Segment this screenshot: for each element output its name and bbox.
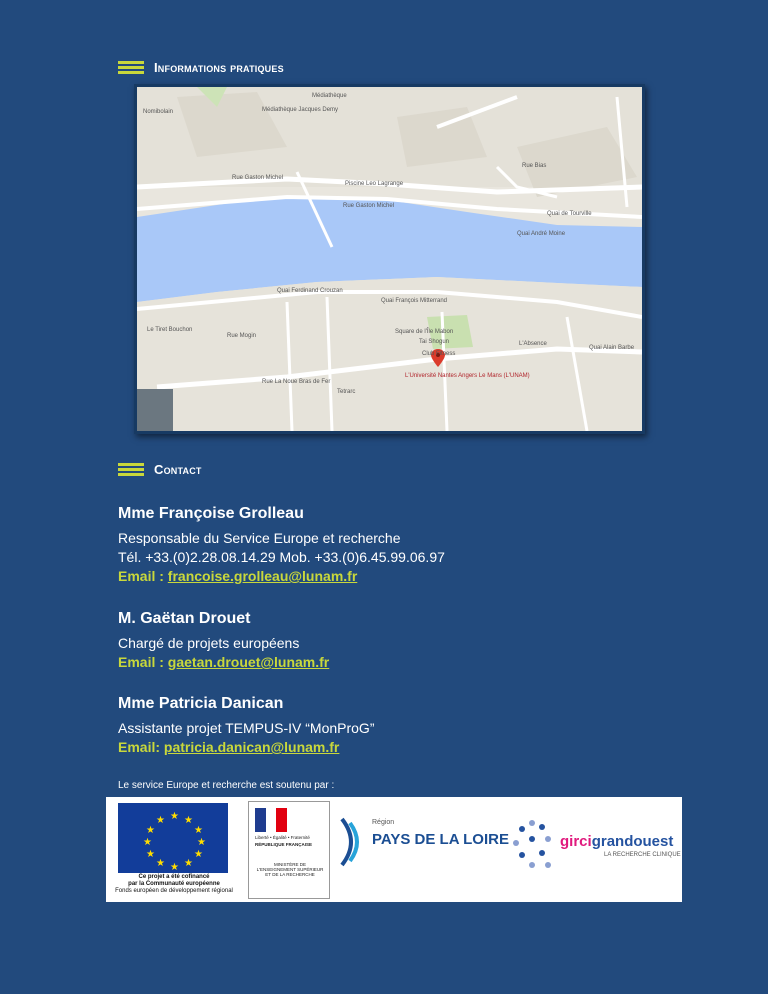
svg-text:★: ★ [146,825,155,836]
girci-dots-icon [510,817,558,877]
svg-text:★: ★ [184,858,193,869]
pays-de-la-loire-logo [336,817,509,877]
map-label: Médiathèque Jacques Demy [262,107,339,113]
contact-card [118,610,329,672]
republique-francaise-logo [248,801,330,899]
pdl-arc-icon [336,817,370,867]
map-label: Nomibolain [143,109,174,115]
map-label: Rue Gaston Michel [343,203,395,209]
eu-flag-icon [118,803,228,873]
contact-role: Chargé de projets européens [118,635,300,651]
map-label: Quai de Tourville [547,211,592,217]
contact-email-row [118,738,374,757]
girci-subtitle: LA RECHERCHE CLINIQUE [604,852,681,858]
partner-logos [106,797,682,902]
svg-text:★: ★ [170,862,179,873]
email-label: Email: [118,739,164,755]
contact-name: Mme Patricia Danican [118,695,284,712]
email-link[interactable]: gaetan.drouet@lunam.fr [167,654,330,670]
girci-name [560,833,673,850]
french-flag-icon [255,808,287,832]
svg-text:★: ★ [143,837,152,848]
contact-section-title: Contact [154,462,202,477]
pdl-region-label: Région [372,819,395,826]
eu-caption-line: Ce projet a été cofinancé [138,874,210,880]
contact-name: Mme Françoise Grolleau [118,505,304,522]
contact-email-row [118,567,445,586]
svg-text:★: ★ [146,849,155,860]
map-label: Tai Shogun [419,339,450,345]
location-map[interactable] [134,84,645,434]
rf-name: RÉPUBLIQUE FRANÇAISE [255,842,313,847]
svg-text:★: ★ [194,849,203,860]
svg-text:★: ★ [170,811,179,822]
contact-card [118,695,374,757]
contact-phone: Tél. +33.(0)2.28.08.14.29 Mob. +33.(0)6.45.99.06.97 [118,549,445,565]
girci-name-a: girci [560,833,592,850]
contact-role: Assistante projet TEMPUS-IV “MonProG” [118,720,375,736]
info-section-title: Informations pratiques [154,60,284,75]
contact-role: Responsable du Service Europe et recherche [118,530,401,546]
map-label: Quai Alain Barbe [589,345,635,351]
rf-motto: Liberté • Égalité • Fraternité [255,835,310,840]
eu-caption-line: Fonds européen de développement régional [115,888,233,894]
map-label-university: L'Université Nantes Angers Le Mans (L'UNAM) [405,373,530,379]
map-label: Piscine Leo Lagrange [345,181,404,187]
map-label: Square de l'Île Mabon [395,329,454,335]
section-bullet-icon [118,463,144,477]
svg-text:★: ★ [156,815,165,826]
info-section-header [118,60,284,75]
map-label: Club Fitness [422,351,456,357]
email-link[interactable]: patricia.danican@lunam.fr [163,739,340,755]
map-label: Rue Bias [522,163,547,169]
section-bullet-icon [118,61,144,75]
girci-name-b: grandouest [591,833,674,850]
map-label: Médiathèque [312,93,347,99]
map-label: Quai Ferdinand Crouzan [277,288,343,294]
eu-caption-line: par la Communauté européenne [128,881,220,887]
supporters-note: Le service Europe et recherche est soutenu par : [118,780,335,791]
map-label: Rue Mogin [227,333,257,339]
contact-card [118,505,445,586]
contact-email-row [118,653,329,672]
map-label: L'Absence [519,341,547,347]
map-label: Rue La Noue Bras de Fer [262,379,331,385]
eu-caption [112,874,236,895]
contact-section-header [118,462,202,477]
map-label: Le Tiret Bouchon [147,327,193,333]
rf-ministry: MINISTÈRE DE L'ENSEIGNEMENT SUPÉRIEUR ET DE LA RECHERCHE [256,862,324,877]
email-link[interactable]: francoise.grolleau@lunam.fr [167,568,358,584]
map-label: Quai François Mitterrand [381,298,448,304]
map-label: Rue Gaston Michel [232,175,284,181]
map-label: Quai André Moine [517,231,566,237]
svg-text:★: ★ [156,858,165,869]
svg-text:★: ★ [194,825,203,836]
map-label: Tetrarc [337,389,356,395]
pdl-name: PAYS DE LA LOIRE [372,831,509,848]
email-label: Email : [118,568,168,584]
svg-text:★: ★ [184,815,193,826]
email-label: Email : [118,654,168,670]
svg-text:★: ★ [197,837,206,848]
contact-name: M. Gaëtan Drouet [118,610,251,627]
girci-grand-ouest-logo [510,817,681,877]
